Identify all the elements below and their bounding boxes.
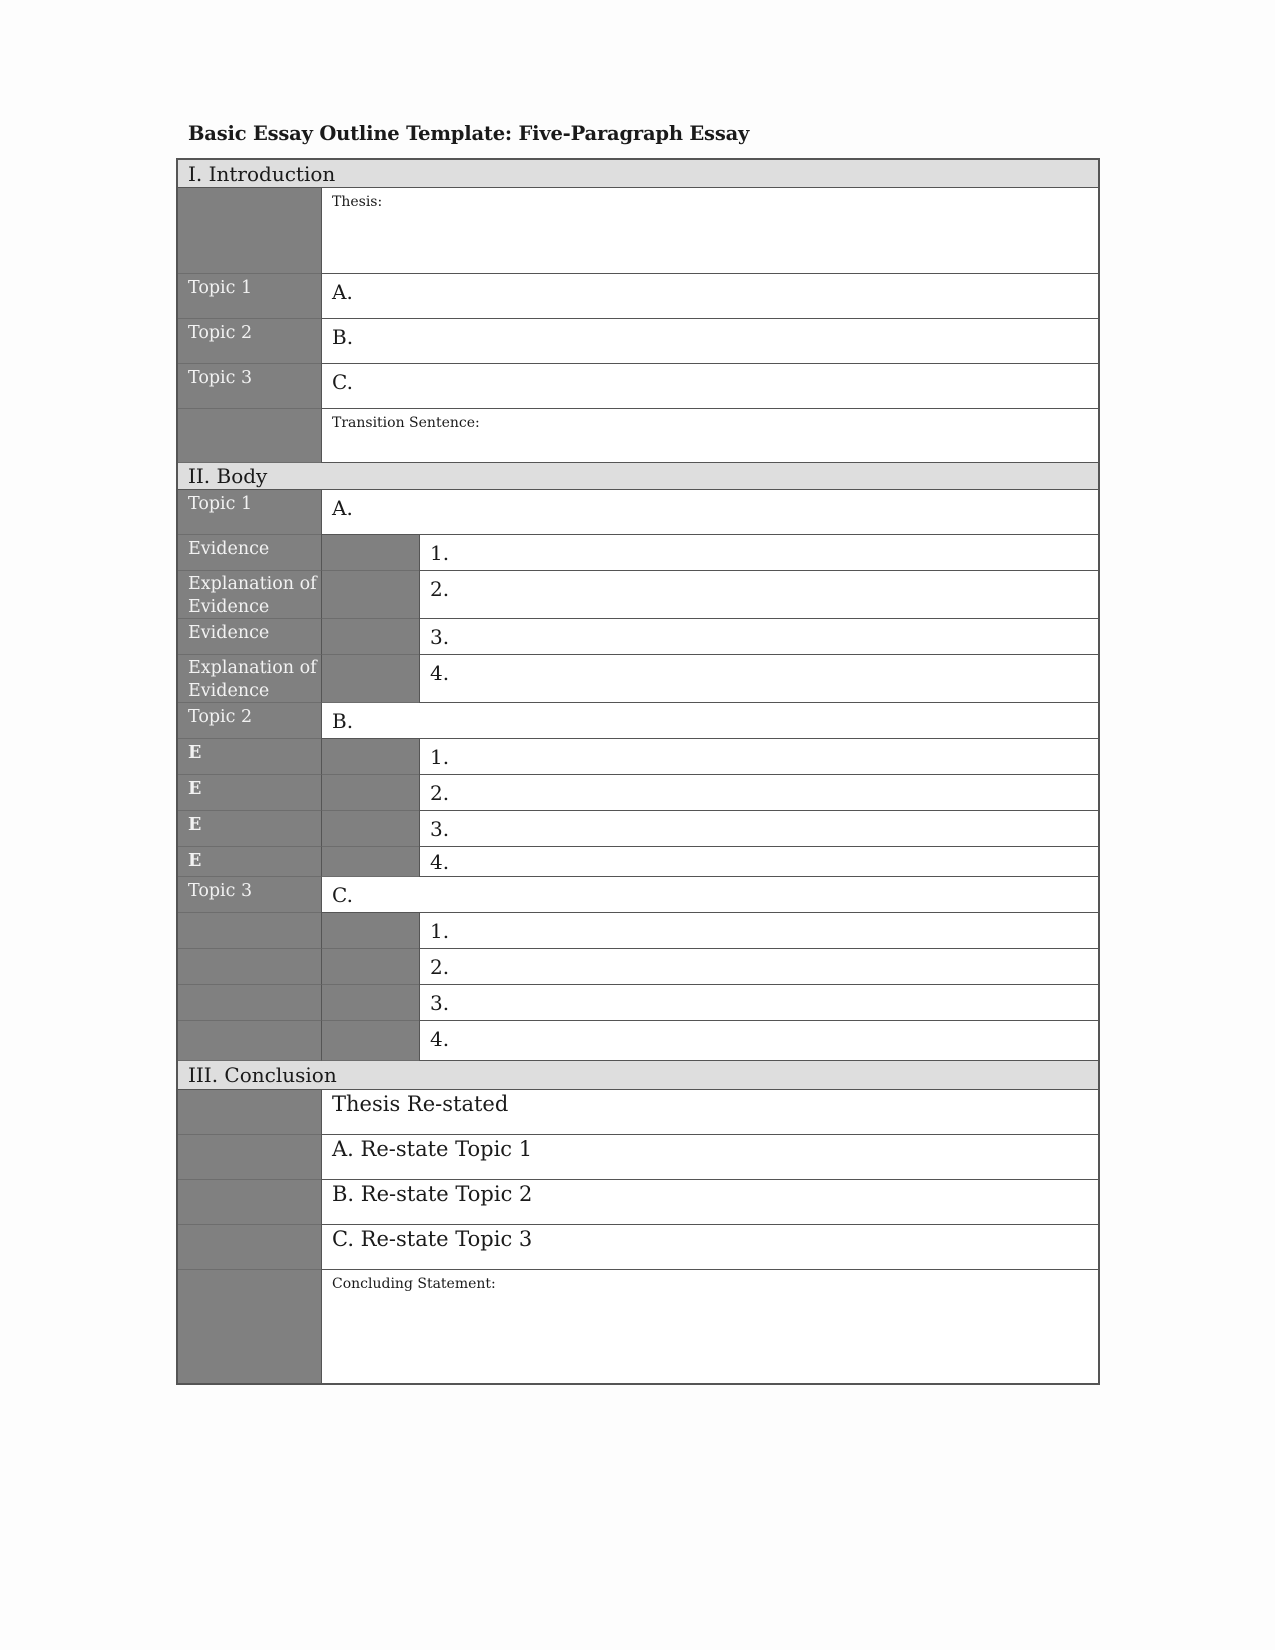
spacer-cell (321, 1021, 419, 1061)
concluding-statement-field[interactable]: Concluding Statement: (321, 1270, 1098, 1383)
explanation-label: Explanation of Evidence (178, 571, 321, 619)
evidence-label-cell (178, 949, 321, 985)
section-header-introduction: I. Introduction (178, 160, 1098, 188)
page-title: Basic Essay Outline Template: Five-Paragraph Essay (188, 122, 750, 145)
body-topic-field[interactable]: C. (321, 877, 1098, 913)
evidence-field[interactable]: 4. (419, 847, 1098, 877)
intro-transition-label-cell (178, 409, 321, 463)
evidence-field[interactable]: 3. (419, 619, 1098, 655)
body-topic-field[interactable]: B. (321, 703, 1098, 739)
evidence-label: Evidence (178, 619, 321, 655)
restate-topic-field[interactable]: C. Re-state Topic 3 (321, 1225, 1098, 1270)
spacer-cell (321, 913, 419, 949)
explanation-label: Explanation of Evidence (178, 655, 321, 703)
intro-thesis-field[interactable]: Thesis: (321, 188, 1098, 274)
conclusion-label-cell (178, 1135, 321, 1180)
spacer-cell (321, 655, 419, 703)
section-header-body: II. Body (178, 463, 1098, 490)
intro-topic-label: Topic 3 (178, 364, 321, 409)
spacer-cell (321, 535, 419, 571)
spacer-cell (321, 739, 419, 775)
outline-table (176, 158, 1100, 1385)
restate-topic-field[interactable]: B. Re-state Topic 2 (321, 1180, 1098, 1225)
spacer-cell (321, 571, 419, 619)
spacer-cell (321, 847, 419, 877)
evidence-field[interactable]: 2. (419, 775, 1098, 811)
restate-topic-field[interactable]: A. Re-state Topic 1 (321, 1135, 1098, 1180)
evidence-label: Evidence (178, 535, 321, 571)
conclusion-label-cell (178, 1090, 321, 1135)
intro-topic-field[interactable]: A. (321, 274, 1098, 319)
spacer-cell (321, 775, 419, 811)
spacer-cell (321, 949, 419, 985)
evidence-label-cell (178, 1021, 321, 1061)
intro-thesis-label-cell (178, 188, 321, 274)
evidence-field[interactable]: 1. (419, 535, 1098, 571)
evidence-abbrev-label: E (178, 847, 321, 877)
body-topic-label: Topic 3 (178, 877, 321, 913)
evidence-field[interactable]: 1. (419, 739, 1098, 775)
explanation-field[interactable]: 2. (419, 571, 1098, 619)
spacer-cell (321, 619, 419, 655)
evidence-abbrev-label: E (178, 739, 321, 775)
intro-topic-field[interactable]: B. (321, 319, 1098, 364)
evidence-field[interactable]: 3. (419, 985, 1098, 1021)
evidence-field[interactable]: 2. (419, 949, 1098, 985)
intro-topic-label: Topic 1 (178, 274, 321, 319)
evidence-field[interactable]: 4. (419, 1021, 1098, 1061)
body-topic-label: Topic 1 (178, 490, 321, 535)
intro-transition-field[interactable]: Transition Sentence: (321, 409, 1098, 463)
conclusion-label-cell (178, 1225, 321, 1270)
section-header-conclusion: III. Conclusion (178, 1061, 1098, 1090)
spacer-cell (321, 985, 419, 1021)
spacer-cell (321, 811, 419, 847)
intro-topic-label: Topic 2 (178, 319, 321, 364)
evidence-abbrev-label: E (178, 775, 321, 811)
evidence-field[interactable]: 3. (419, 811, 1098, 847)
evidence-label-cell (178, 985, 321, 1021)
explanation-field[interactable]: 4. (419, 655, 1098, 703)
evidence-abbrev-label: E (178, 811, 321, 847)
body-topic-field[interactable]: A. (321, 490, 1098, 535)
body-topic-label: Topic 2 (178, 703, 321, 739)
conclusion-label-cell (178, 1180, 321, 1225)
thesis-restated-field[interactable]: Thesis Re-stated (321, 1090, 1098, 1135)
evidence-field[interactable]: 1. (419, 913, 1098, 949)
conclusion-label-cell (178, 1270, 321, 1383)
evidence-label-cell (178, 913, 321, 949)
intro-topic-field[interactable]: C. (321, 364, 1098, 409)
